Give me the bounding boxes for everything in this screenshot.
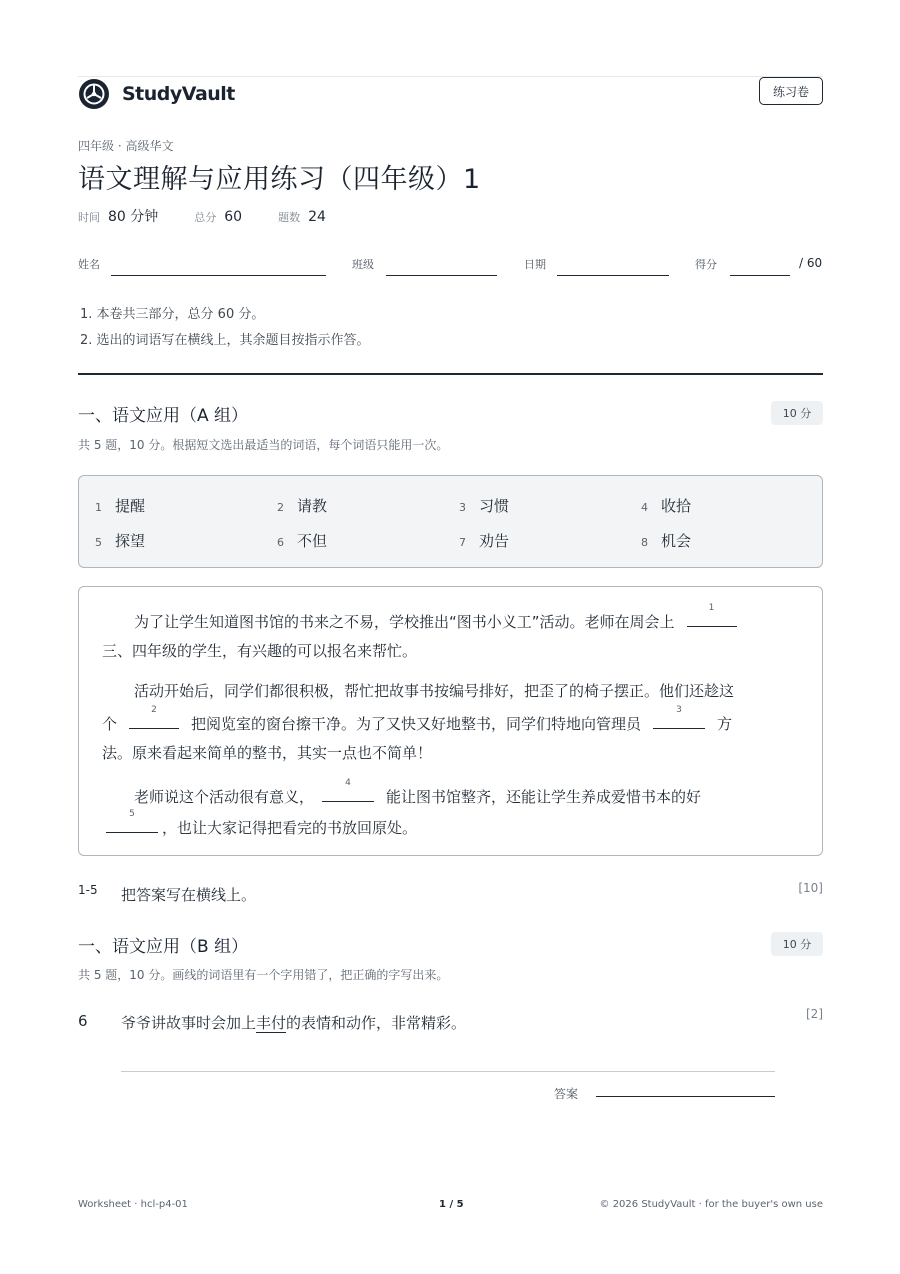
name-field[interactable] bbox=[111, 275, 326, 276]
passage-line: 法。原来看起来简单的整书，其实一点也不简单！ bbox=[102, 744, 433, 762]
passage-text: 个 bbox=[102, 715, 118, 733]
blank-4[interactable] bbox=[322, 778, 374, 802]
word-text: 请教 bbox=[297, 497, 328, 515]
word-text: 探望 bbox=[115, 532, 146, 550]
question-text-part: 爷爷讲故事时会加上 bbox=[121, 1014, 257, 1032]
answer-label: 答案 bbox=[554, 1087, 579, 1101]
word-text: 习惯 bbox=[479, 497, 510, 515]
passage-text: 方 bbox=[717, 715, 733, 733]
word-num: 5 bbox=[95, 536, 102, 549]
word-text: 提醒 bbox=[115, 497, 146, 515]
blank-number: 4 bbox=[345, 778, 351, 788]
time-value: 80 分钟 bbox=[108, 209, 159, 225]
passage-text: 能让图书馆整齐，还能让学生养成爱惜书本的好 bbox=[386, 788, 702, 806]
score-field[interactable] bbox=[730, 275, 790, 276]
word-bank-item bbox=[95, 495, 145, 516]
answer-field[interactable] bbox=[596, 1096, 775, 1097]
footer-copyright: © 2026 StudyVault · for the buyer's own use bbox=[599, 1199, 823, 1210]
underlined-word: 丰付 bbox=[256, 1014, 287, 1032]
instruction-2: 2. 选出的词语写在横线上，其余题目按指示作答。 bbox=[80, 333, 370, 348]
word-num: 2 bbox=[277, 501, 284, 514]
word-num: 1 bbox=[95, 501, 102, 514]
reading-passage bbox=[78, 586, 823, 856]
answer-divider bbox=[121, 1071, 775, 1072]
section-b-desc: 共 5 题，10 分。画线的词语里有一个字用错了，把正确的字写出来。 bbox=[78, 968, 449, 982]
date-label: 日期 bbox=[524, 258, 546, 271]
word-bank-item bbox=[459, 530, 509, 551]
passage-line: 活动开始后，同学们都很积极，帮忙把故事书按编号排好，把歪了的椅子摆正。他们还趁这 bbox=[134, 682, 735, 700]
passage-line bbox=[134, 603, 745, 632]
question-text bbox=[121, 1012, 466, 1033]
section-divider bbox=[78, 373, 823, 375]
word-text: 机会 bbox=[661, 532, 692, 550]
question-number: 6 bbox=[78, 1012, 88, 1030]
passage-text: ，也让大家记得把看完的书放回原处。 bbox=[162, 819, 418, 837]
section-b-score: 10 分 bbox=[771, 932, 823, 956]
section-a-score: 10 分 bbox=[771, 401, 823, 425]
grade-subject: 四年级 · 高级华文 bbox=[78, 139, 174, 153]
time-label: 时间 bbox=[78, 211, 100, 224]
blank-2[interactable] bbox=[129, 705, 179, 729]
worksheet-type-badge: 练习卷 bbox=[759, 77, 823, 105]
class-label: 班级 bbox=[352, 258, 374, 271]
blank-3[interactable] bbox=[653, 705, 705, 729]
name-label: 姓名 bbox=[78, 258, 100, 271]
instruction-1: 1. 本卷共三部分，总分 60 分。 bbox=[80, 307, 265, 322]
blank-5[interactable] bbox=[106, 809, 158, 833]
count-value: 24 bbox=[308, 209, 326, 225]
passage-line: 三、四年级的学生，有兴趣的可以报名来帮忙。 bbox=[102, 642, 418, 660]
total-value: 60 bbox=[224, 209, 243, 225]
passage-text: 老师说这个活动很有意义， bbox=[134, 788, 315, 806]
exam-stats bbox=[78, 206, 362, 226]
page-title: 语文理解与应用练习（四年级）1 bbox=[78, 164, 481, 195]
passage-line bbox=[134, 778, 702, 807]
footer-page-number: 1 / 5 bbox=[439, 1199, 464, 1210]
section-a-title: 一、语文应用（A 组） bbox=[78, 406, 249, 426]
blank-number: 1 bbox=[708, 603, 715, 613]
class-field[interactable] bbox=[386, 275, 497, 276]
question-text: 把答案写在横线上。 bbox=[121, 886, 257, 904]
word-bank-item bbox=[459, 495, 509, 516]
steering-wheel-icon bbox=[78, 78, 110, 110]
count-label: 题数 bbox=[278, 211, 301, 224]
word-bank-item bbox=[641, 495, 691, 516]
word-bank-item bbox=[277, 530, 327, 551]
brand-name: StudyVault bbox=[122, 83, 235, 105]
blank-1[interactable] bbox=[687, 603, 737, 627]
score-total: / 60 bbox=[799, 256, 823, 270]
score-label: 得分 bbox=[695, 258, 717, 271]
word-num: 7 bbox=[459, 536, 466, 549]
total-label: 总分 bbox=[194, 211, 217, 224]
date-field[interactable] bbox=[557, 275, 669, 276]
question-marks: [2] bbox=[806, 1007, 823, 1021]
blank-number: 5 bbox=[129, 809, 135, 819]
footer-worksheet-id: Worksheet · hcl-p4-01 bbox=[78, 1199, 188, 1210]
passage-line bbox=[102, 809, 418, 838]
word-num: 6 bbox=[277, 536, 284, 549]
passage-text: 把阅览室的窗台擦干净。为了又快又好地整书，同学们特地向管理员 bbox=[191, 715, 642, 733]
student-fields bbox=[78, 256, 823, 280]
passage-line bbox=[102, 705, 733, 734]
word-num: 4 bbox=[641, 501, 648, 514]
word-num: 8 bbox=[641, 536, 648, 549]
word-bank-item bbox=[95, 530, 145, 551]
section-a-desc: 共 5 题，10 分。根据短文选出最适当的词语，每个词语只能用一次。 bbox=[78, 438, 449, 452]
word-bank-item bbox=[641, 530, 691, 551]
question-text-part: 的表情和动作，非常精彩。 bbox=[286, 1014, 467, 1032]
word-text: 收拾 bbox=[661, 497, 692, 515]
word-bank-item bbox=[277, 495, 327, 516]
question-number: 1-5 bbox=[78, 883, 98, 897]
word-text: 不但 bbox=[297, 532, 328, 550]
blank-number: 2 bbox=[151, 705, 157, 715]
brand-logo bbox=[78, 78, 235, 110]
top-divider bbox=[78, 76, 823, 77]
word-bank bbox=[78, 475, 823, 568]
question-marks: [10] bbox=[798, 881, 823, 895]
word-num: 3 bbox=[459, 501, 466, 514]
blank-number: 3 bbox=[676, 705, 682, 715]
passage-text: 为了让学生知道图书馆的书来之不易，学校推出“图书小义工”活动。老师在周会上 bbox=[134, 613, 675, 631]
section-b-title: 一、语文应用（B 组） bbox=[78, 937, 249, 957]
word-text: 劝告 bbox=[479, 532, 510, 550]
